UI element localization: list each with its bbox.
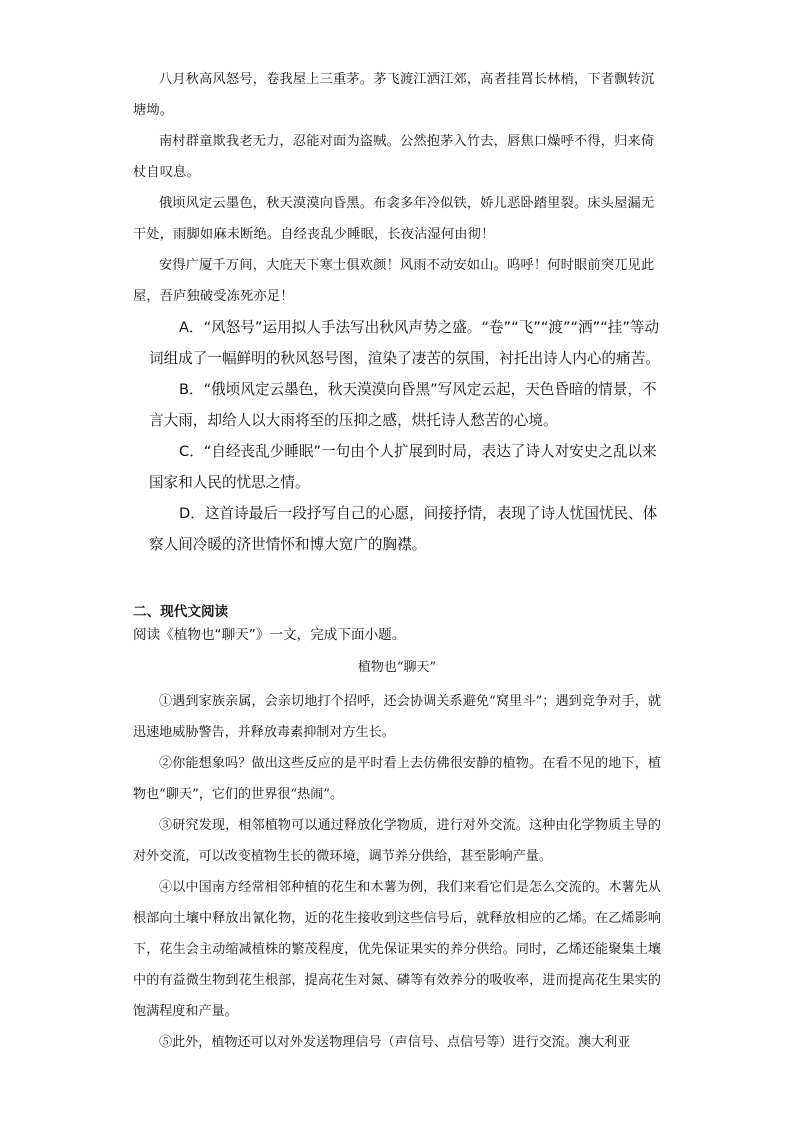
article-paragraph-4: ④以中国南方经常相邻种植的花生和木薯为例，我们来看它们是怎么交流的。木薯先从根部向土壤中释放出氰化物，近的花生接收到这些信号后，就释放相应的乙烯。在乙烯影响下，花生会主动缩减植株的繁茂程度，优先保证果实的养分供给。同时，乙烯还能聚集土壤中的有益微生物到花生根部，提高花生对氮、磷等有效养分的吸收率，进而提高花生果实的饱满程度和产量。 (133, 880, 661, 1019)
article-paragraph-3: ③研究发现，相邻植物可以通过释放化学物质，进行对外交流。这种由化学物质主导的对外交流，可以改变植物生长的微环境，调节养分供给，甚至影响产量。 (133, 818, 661, 864)
article-paragraph-5: ⑤此外，植物还可以对外发送物理信号（声信号、点信号等）进行交流。澳大利亚 (159, 1035, 631, 1050)
article-paragraph-1: ①遇到家族亲属，会亲切地打个招呼，还会协调关系避免“窝里斗”；遇到竞争对手，就迅速地威胁警告，并释放毒素抑制对方生长。 (133, 694, 661, 740)
article-paragraph-2: ②你能想象吗？做出这些反应的是平时看上去仿佛很安静的植物。在看不见的地下，植物也“聊天”，它们的世界很“热闹”。 (133, 756, 661, 802)
poem-stanza-2: 南村群童欺我老无力，忍能对面为盗贼。公然抱茅入竹去，唇焦口燥呼不得，归来倚杖自叹息。 (133, 134, 655, 180)
option-c: C．“自经丧乱少睡眠”一句由个人扩展到时局，表达了诗人对安史之乱以来国家和人民的忧思之情。 (149, 443, 657, 491)
article-title: 植物也“聊天” (357, 660, 437, 675)
option-a: A．“风怒号”运用拟人手法写出秋风声势之盛。“卷”“飞”“渡”“洒”“挂”等动词组成了一幅鲜明的秋风怒号图，渲染了凄苦的氛围，衬托出诗人内心的痛苦。 (149, 319, 660, 367)
section-heading: 二、现代文阅读 (133, 604, 229, 620)
poem-stanza-4: 安得广厦千万间，大庇天下寒士俱欢颜！风雨不动安如山。呜呼！何时眼前突兀见此屋，吾庐独破受冻死亦足！ (133, 258, 655, 304)
poem-stanza-3: 俄顷风定云墨色，秋天漠漠向昏黑。布衾多年冷似铁，娇儿恶卧踏里裂。床头屋漏无干处，雨脚如麻未断绝。自经丧乱少睡眠，长夜沾湿何由彻！ (133, 196, 655, 242)
poem-stanza-1: 八月秋高风怒号，卷我屋上三重茅。茅飞渡江洒江郊，高者挂罥长林梢，下者飘转沉塘坳。 (133, 72, 655, 118)
option-d: D．这首诗最后一段抒写自己的心愿，间接抒情，表现了诗人忧国忧民、体察人间冷暖的济世情怀和博大宽广的胸襟。 (149, 505, 658, 553)
section-instruction: 阅读《植物也“聊天”》一文，完成下面小题。 (133, 627, 406, 643)
option-b: B．“俄顷风定云墨色，秋天漠漠向昏黑”写风定云起，天色昏暗的情景，不言大雨，却给人以大雨将至的压抑之感，烘托诗人愁苦的心境。 (149, 381, 657, 429)
